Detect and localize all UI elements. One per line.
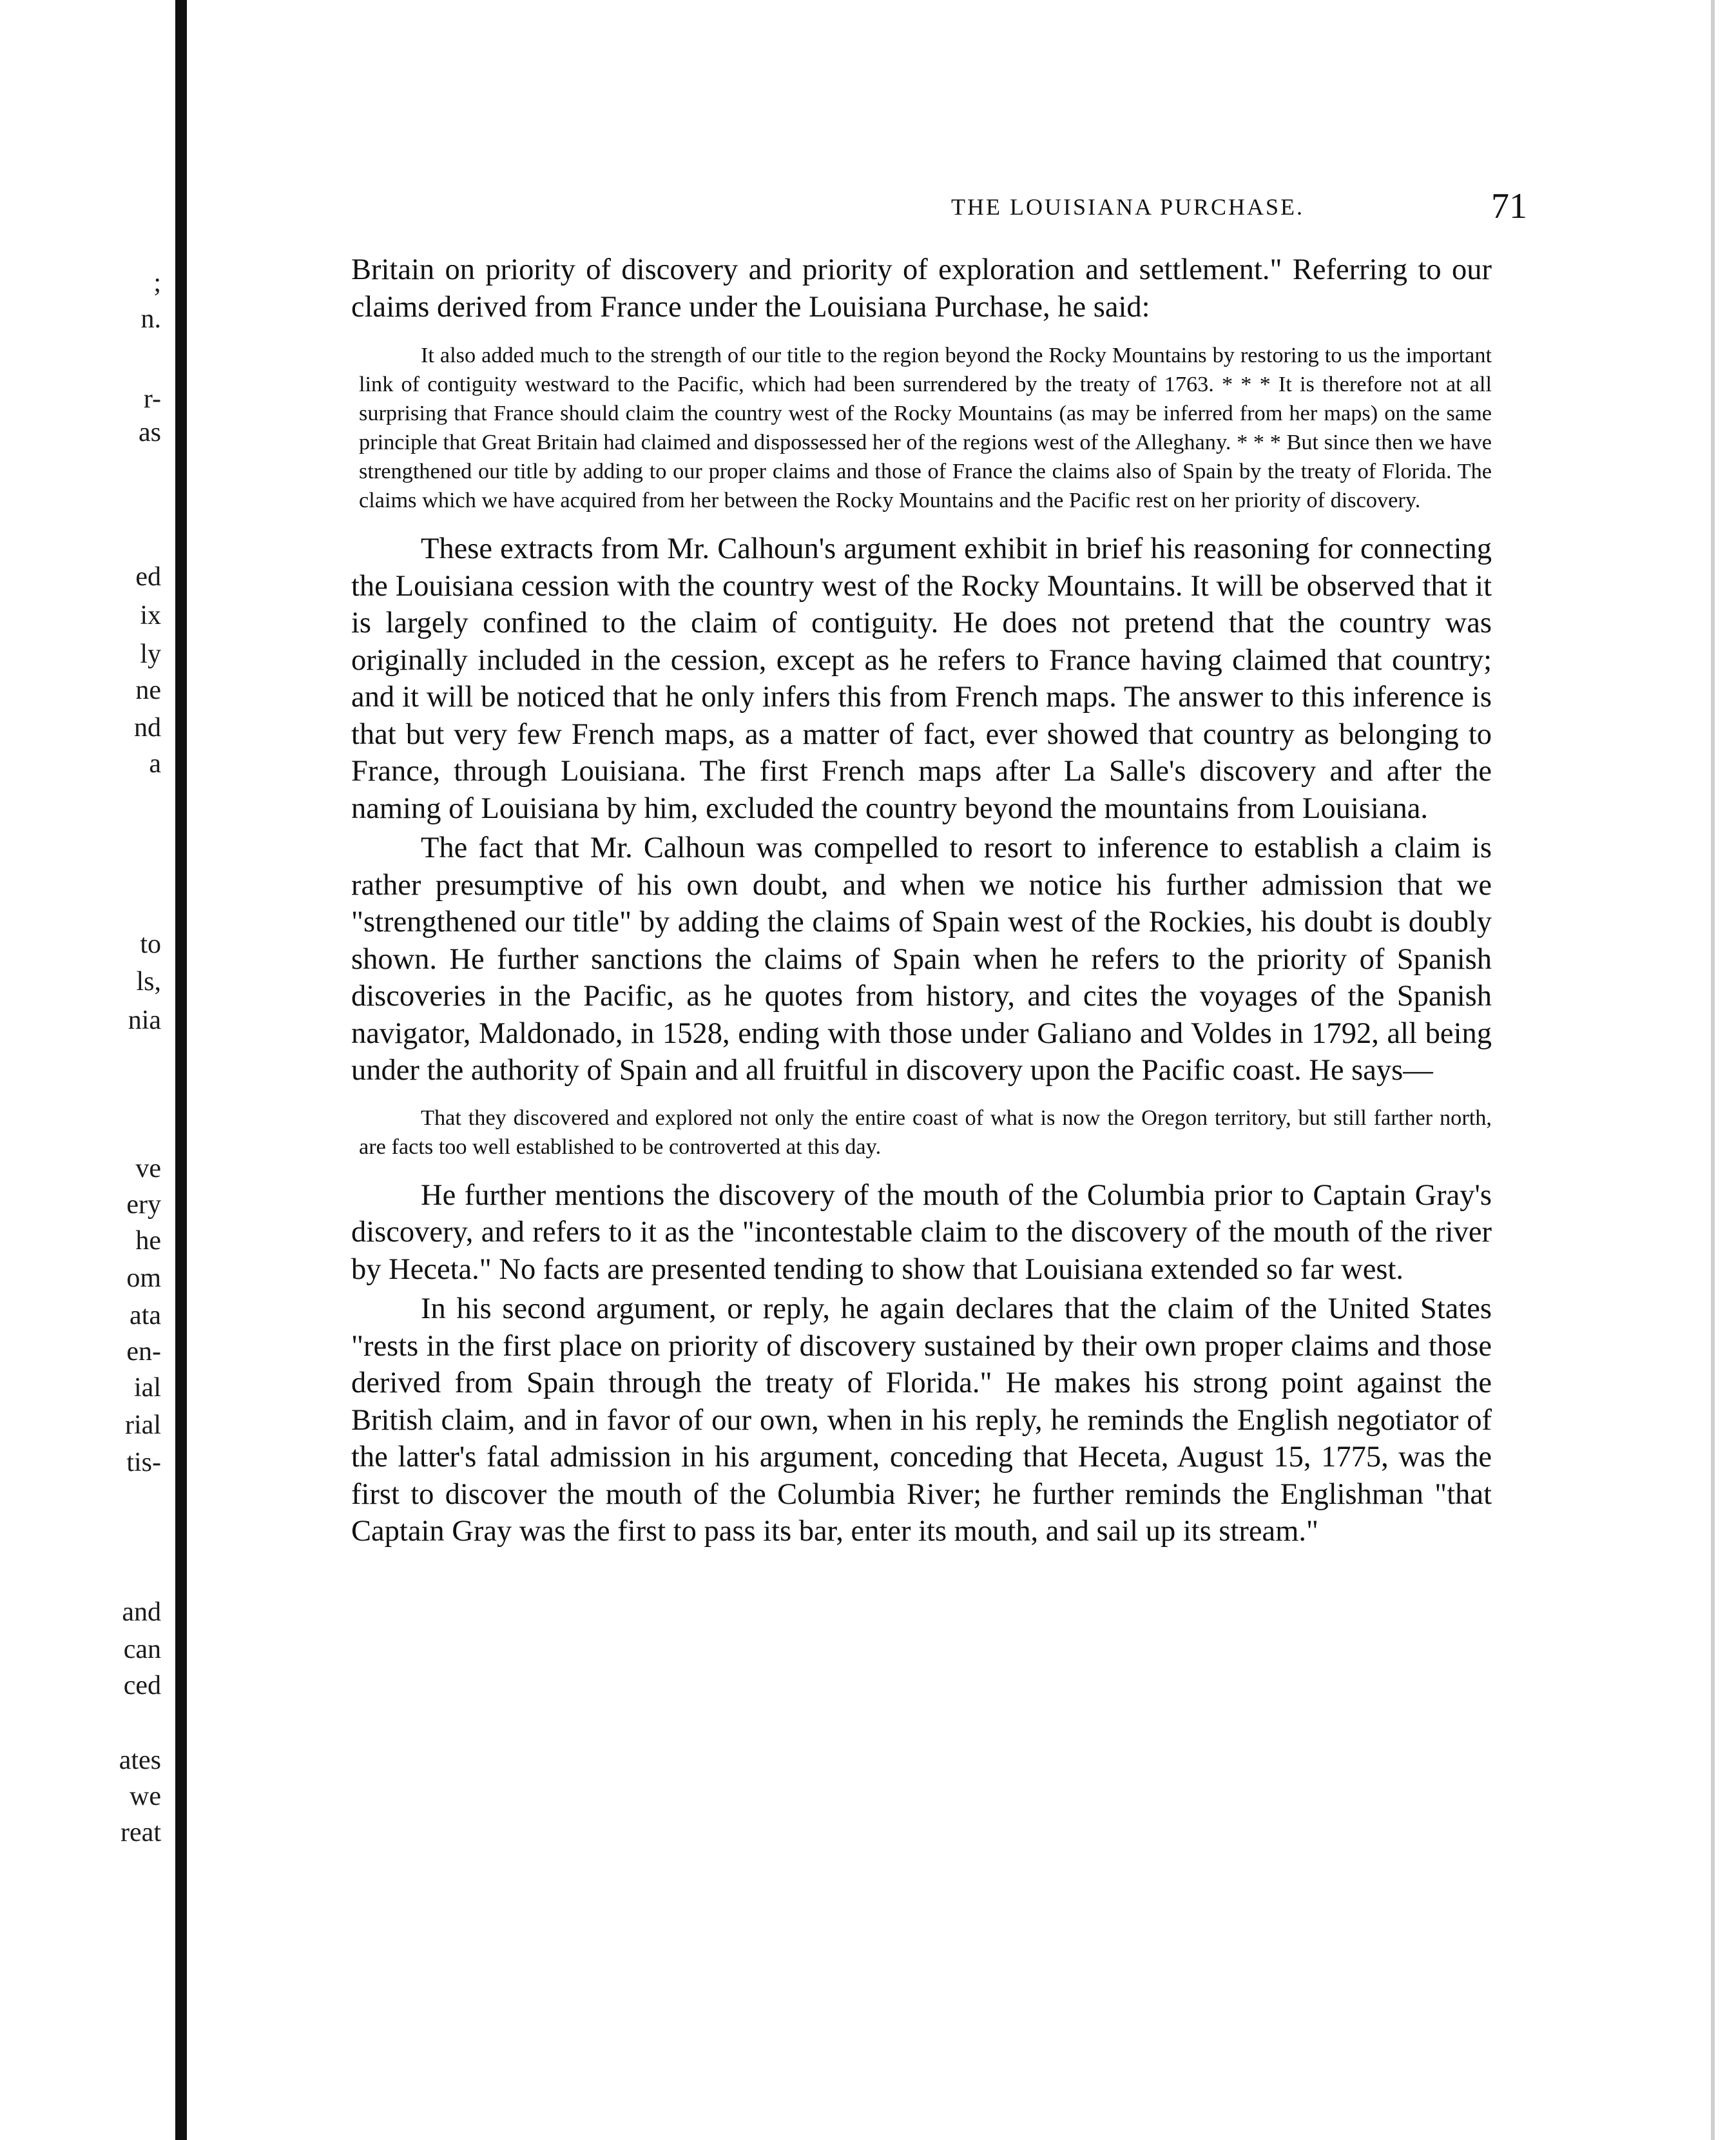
- fragment: and: [122, 1597, 161, 1627]
- fragment: ls,: [136, 967, 161, 997]
- fragment: can: [123, 1635, 161, 1664]
- main-text-block: [351, 251, 1492, 1550]
- fragment: reat: [121, 1818, 161, 1847]
- facing-page-margin: [0, 0, 184, 2140]
- fragment: ed: [135, 562, 161, 592]
- fragment: ial: [134, 1373, 161, 1403]
- fragment: nd: [134, 713, 161, 743]
- page-number: 71: [1491, 186, 1527, 226]
- fragment: to: [140, 929, 161, 959]
- page-edge-line: [1711, 0, 1715, 2140]
- facing-page-text-fragments: [0, 0, 161, 2140]
- running-head: THE LOUISIANA PURCHASE.: [950, 194, 1305, 220]
- fragment: ix: [140, 601, 161, 630]
- fragment: a: [149, 749, 161, 779]
- block-quote-2: That they discovered and explored not only the entire coast of what is now the Oregon territory, but still farther north, are facts too well established to be controverted at this day.: [359, 1105, 1492, 1159]
- fragment: tis-: [126, 1448, 161, 1477]
- fragment: r-: [143, 384, 161, 414]
- fragment: ne: [135, 676, 161, 705]
- fragment: ;: [153, 268, 161, 298]
- block-quote-1: It also added much to the strength of our title to the region beyond the Rocky Mountains by restoring to us the important link of contiguity westward to the Pacific, which had been surrendered by the treaty of 1763. * * * It is therefore not at all surprising that France should claim the country west of the Rocky Mountains (as may be inferred from her maps) on the same principle that Great Britain had claimed and dispossessed her of the regions west of the Alleghany. * * * But since then we have strengthened our title by adding to our proper claims and those of France the claims also of Spain by the treaty of Florida. The claims which we have acquired from her between the Rocky Mountains and the Pacific rest on her priority of discovery.: [359, 343, 1492, 512]
- fragment: en-: [126, 1337, 161, 1367]
- fragment: ly: [140, 639, 161, 669]
- paragraph-2: These extracts from Mr. Calhoun's argument exhibit in brief his reasoning for connecting the Louisiana cession with the country west of the Rocky Mountains. It will be observed that it is largely confined to the claim of contiguity. He does not pretend that the country was originally included in the cession, except as he refers to France having claimed that country; and it will be noticed that he only infers this from French maps. The answer to this inference is that but very few French maps, as a matter of fact, ever showed that country as belonging to France, through Louisiana. The first French maps after La Salle's discovery and after the naming of Louisiana by him, excluded the country beyond the mountains from Louisiana.: [351, 532, 1492, 825]
- paragraph-1: Britain on priority of discovery and priority of exploration and settlement." Referring to our claims derived from France under the Louisiana Purchase, he said:: [351, 253, 1492, 324]
- fragment: ery: [126, 1190, 161, 1220]
- fragment: he: [135, 1226, 161, 1256]
- fragment: nia: [128, 1006, 161, 1035]
- book-gutter-shadow: [175, 0, 187, 2140]
- fragment: rial: [125, 1410, 161, 1440]
- fragment: as: [139, 418, 161, 447]
- fragment: ve: [135, 1154, 161, 1183]
- fragment: om: [126, 1263, 161, 1293]
- fragment: ced: [123, 1671, 161, 1700]
- fragment: we: [130, 1782, 161, 1811]
- fragment: n.: [140, 304, 161, 334]
- fragment: ates: [119, 1746, 161, 1775]
- fragment: ata: [130, 1301, 161, 1330]
- paragraph-5: In his second argument, or reply, he again declares that the claim of the United States "rests in the first place on priority of discovery sustained by their own proper claims and those derived from Spain through the treaty of Florida." He makes his strong point against the British claim, and in favor of our own, when in his reply, he reminds the English negotiator of the latter's fatal admission in his argument, conceding that Heceta, August 15, 1775, was the first to discover the mouth of the Columbia River; he further reminds the Englishman "that Captain Gray was the first to pass its bar, enter its mouth, and sail up its stream.": [351, 1292, 1492, 1548]
- paragraph-3: The fact that Mr. Calhoun was compelled to resort to inference to establish a claim is rather presumptive of his own doubt, and when we notice his further admission that we "strengthened our title" by adding the claims of Spain west of the Rockies, his doubt is doubly shown. He further sanctions the claims of Spain when he refers to the priority of Spanish discoveries in the Pacific, as he quotes from history, and cites the voyages of the Spanish navigator, Maldonado, in 1528, ending with those under Galiano and Voldes in 1792, all being under the authority of Spain and all fruitful in discovery upon the Pacific coast. He says—: [351, 832, 1492, 1087]
- paragraph-4: He further mentions the discovery of the mouth of the Columbia prior to Captain Gray's discovery, and refers to it as the "incontestable claim to the discovery of the mouth of the river by Heceta." No facts are presented tending to show that Louisiana extended so far west.: [351, 1178, 1492, 1286]
